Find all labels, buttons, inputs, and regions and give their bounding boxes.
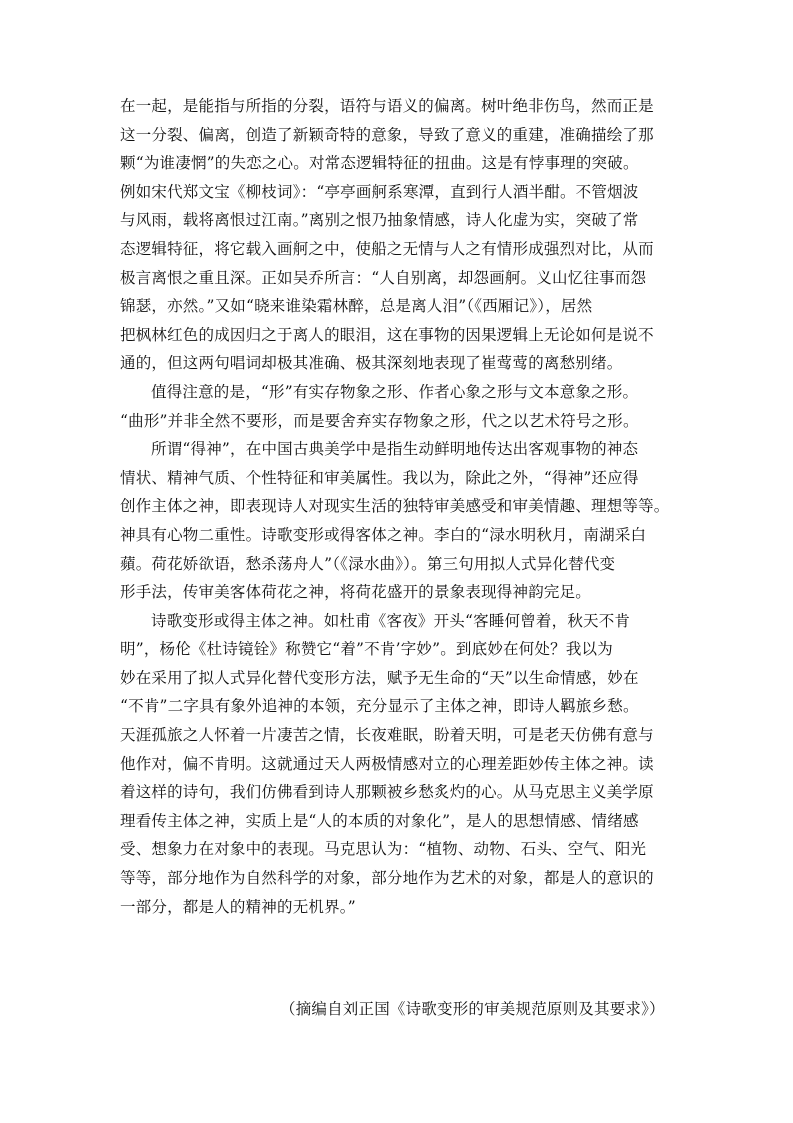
text-line: 蘋。荷花娇欲语，愁杀荡舟人”（《渌水曲》）。第三句用拟人式异化替代变 (120, 554, 616, 573)
text-line: 把枫林红色的成因归之于离人的眼泪，这在事物的因果逻辑上无论如何是说不 (120, 325, 654, 344)
text-line: 形手法，传审美客体荷花之神，将荷花盛开的景象表现得神韵完足。 (120, 583, 592, 602)
text-line: 锦瑟，亦然。”又如“晓来谁染霜林醉，总是离人泪”（《西厢记》），居然 (120, 297, 593, 316)
text-line: “曲形”并非全然不要形，而是要舍弃实存物象之形，代之以艺术符号之形。 (120, 411, 639, 430)
text-line: 神具有心物二重性。诗歌变形或得客体之神。李白的“渌水明秋月，南湖采白 (120, 525, 647, 544)
text-line: 情状、精神气质、个性特征和审美属性。我以为，除此之外，“得神”还应得 (120, 468, 639, 487)
text-line: 明”，杨伦《杜诗镜铨》称赞它“着”不肯’字妙”。到底妙在何处？我以为 (120, 640, 613, 659)
text-line: 与风雨，载将离恨过江南。”离别之恨乃抽象情感，诗人化虚为实，突破了常 (120, 211, 639, 230)
text-line: 受、想象力在对象中的表现。马克思认为：“植物、动物、石头、空气、阳光 (120, 840, 647, 859)
text-line: 所谓“得神”，在中国古典美学中是指生动鲜明地传达出客观事物的神态 (151, 440, 639, 459)
text-line: 他作对，偏不肯明。这就通过天人两极情感对立的心理差距妙传主体之神。读 (120, 754, 654, 773)
paragraph-4 (120, 607, 675, 922)
text-line: 态逻辑特征，将它载入画舸之中，使船之无情与人之有情形成强烈对比，从而 (120, 239, 654, 258)
paragraph-3 (120, 435, 675, 607)
text-line: 一部分，都是人的精神的无机界。” (120, 897, 356, 916)
text-line: 在一起，是能指与所指的分裂，语符与语义的偏离。树叶绝非伤鸟，然而正是 (120, 97, 654, 115)
source-citation: （摘编自刘正国《诗歌变形的审美规范原则及其要求》） (280, 1000, 665, 1018)
text-line: 等等，部分地作为自然科学的对象，部分地作为艺术的对象，都是人的意识的 (120, 869, 654, 888)
article-body (120, 92, 675, 921)
text-line: 理看传主体之神，实质上是“人的本质的对象化”，是人的思想情感、情绪感 (120, 811, 639, 830)
text-line: 妙在采用了拟人式异化替代变形方法，赋予无生命的“天”以生命情感，妙在 (120, 668, 639, 687)
text-line: 例如宋代郑文宝《柳枝词》：“亭亭画舸系寒潭，直到行人酒半酣。不管烟波 (120, 182, 639, 201)
text-line: 诗歌变形或得主体之神。如杜甫《客夜》开头“客睡何曾着，秋天不肯 (151, 611, 631, 630)
text-line: 颗“为谁凄惘”的失恋之心。对常态逻辑特征的扭曲。这是有悖事理的突破。 (120, 154, 639, 173)
text-line: 通的，但这两句唱词却极其准确、极其深刻地表现了崔莺莺的离愁别绪。 (120, 354, 623, 373)
text-line: 创作主体之神，即表现诗人对现实生活的独特审美感受和审美情趣、理想等等。 (120, 497, 670, 516)
text-line: “不肯”二字具有象外追神的本领，充分显示了主体之神，即诗人羁旅乡愁。 (120, 697, 639, 716)
paragraph-1 (120, 92, 675, 378)
text-line: 值得注意的是，“形”有实存物象之形、作者心象之形与文本意象之形。 (151, 382, 639, 401)
text-line: 极言离恨之重且深。正如吴乔所言：“人自别离，却怨画舸。义山忆往事而怨 (120, 268, 647, 287)
text-line: 这一分裂、偏离，创造了新颖奇特的意象，导致了意义的重建，准确描绘了那 (120, 125, 654, 144)
text-line: 着这样的诗句，我们仿佛看到诗人那颗被乡愁炙灼的心。从马克思主义美学原 (120, 783, 654, 802)
text-line: 天涯孤旅之人怀着一片凄苦之情，长夜难眠，盼着天明，可是老天仿佛有意与 (120, 726, 654, 745)
paragraph-2 (120, 378, 675, 435)
